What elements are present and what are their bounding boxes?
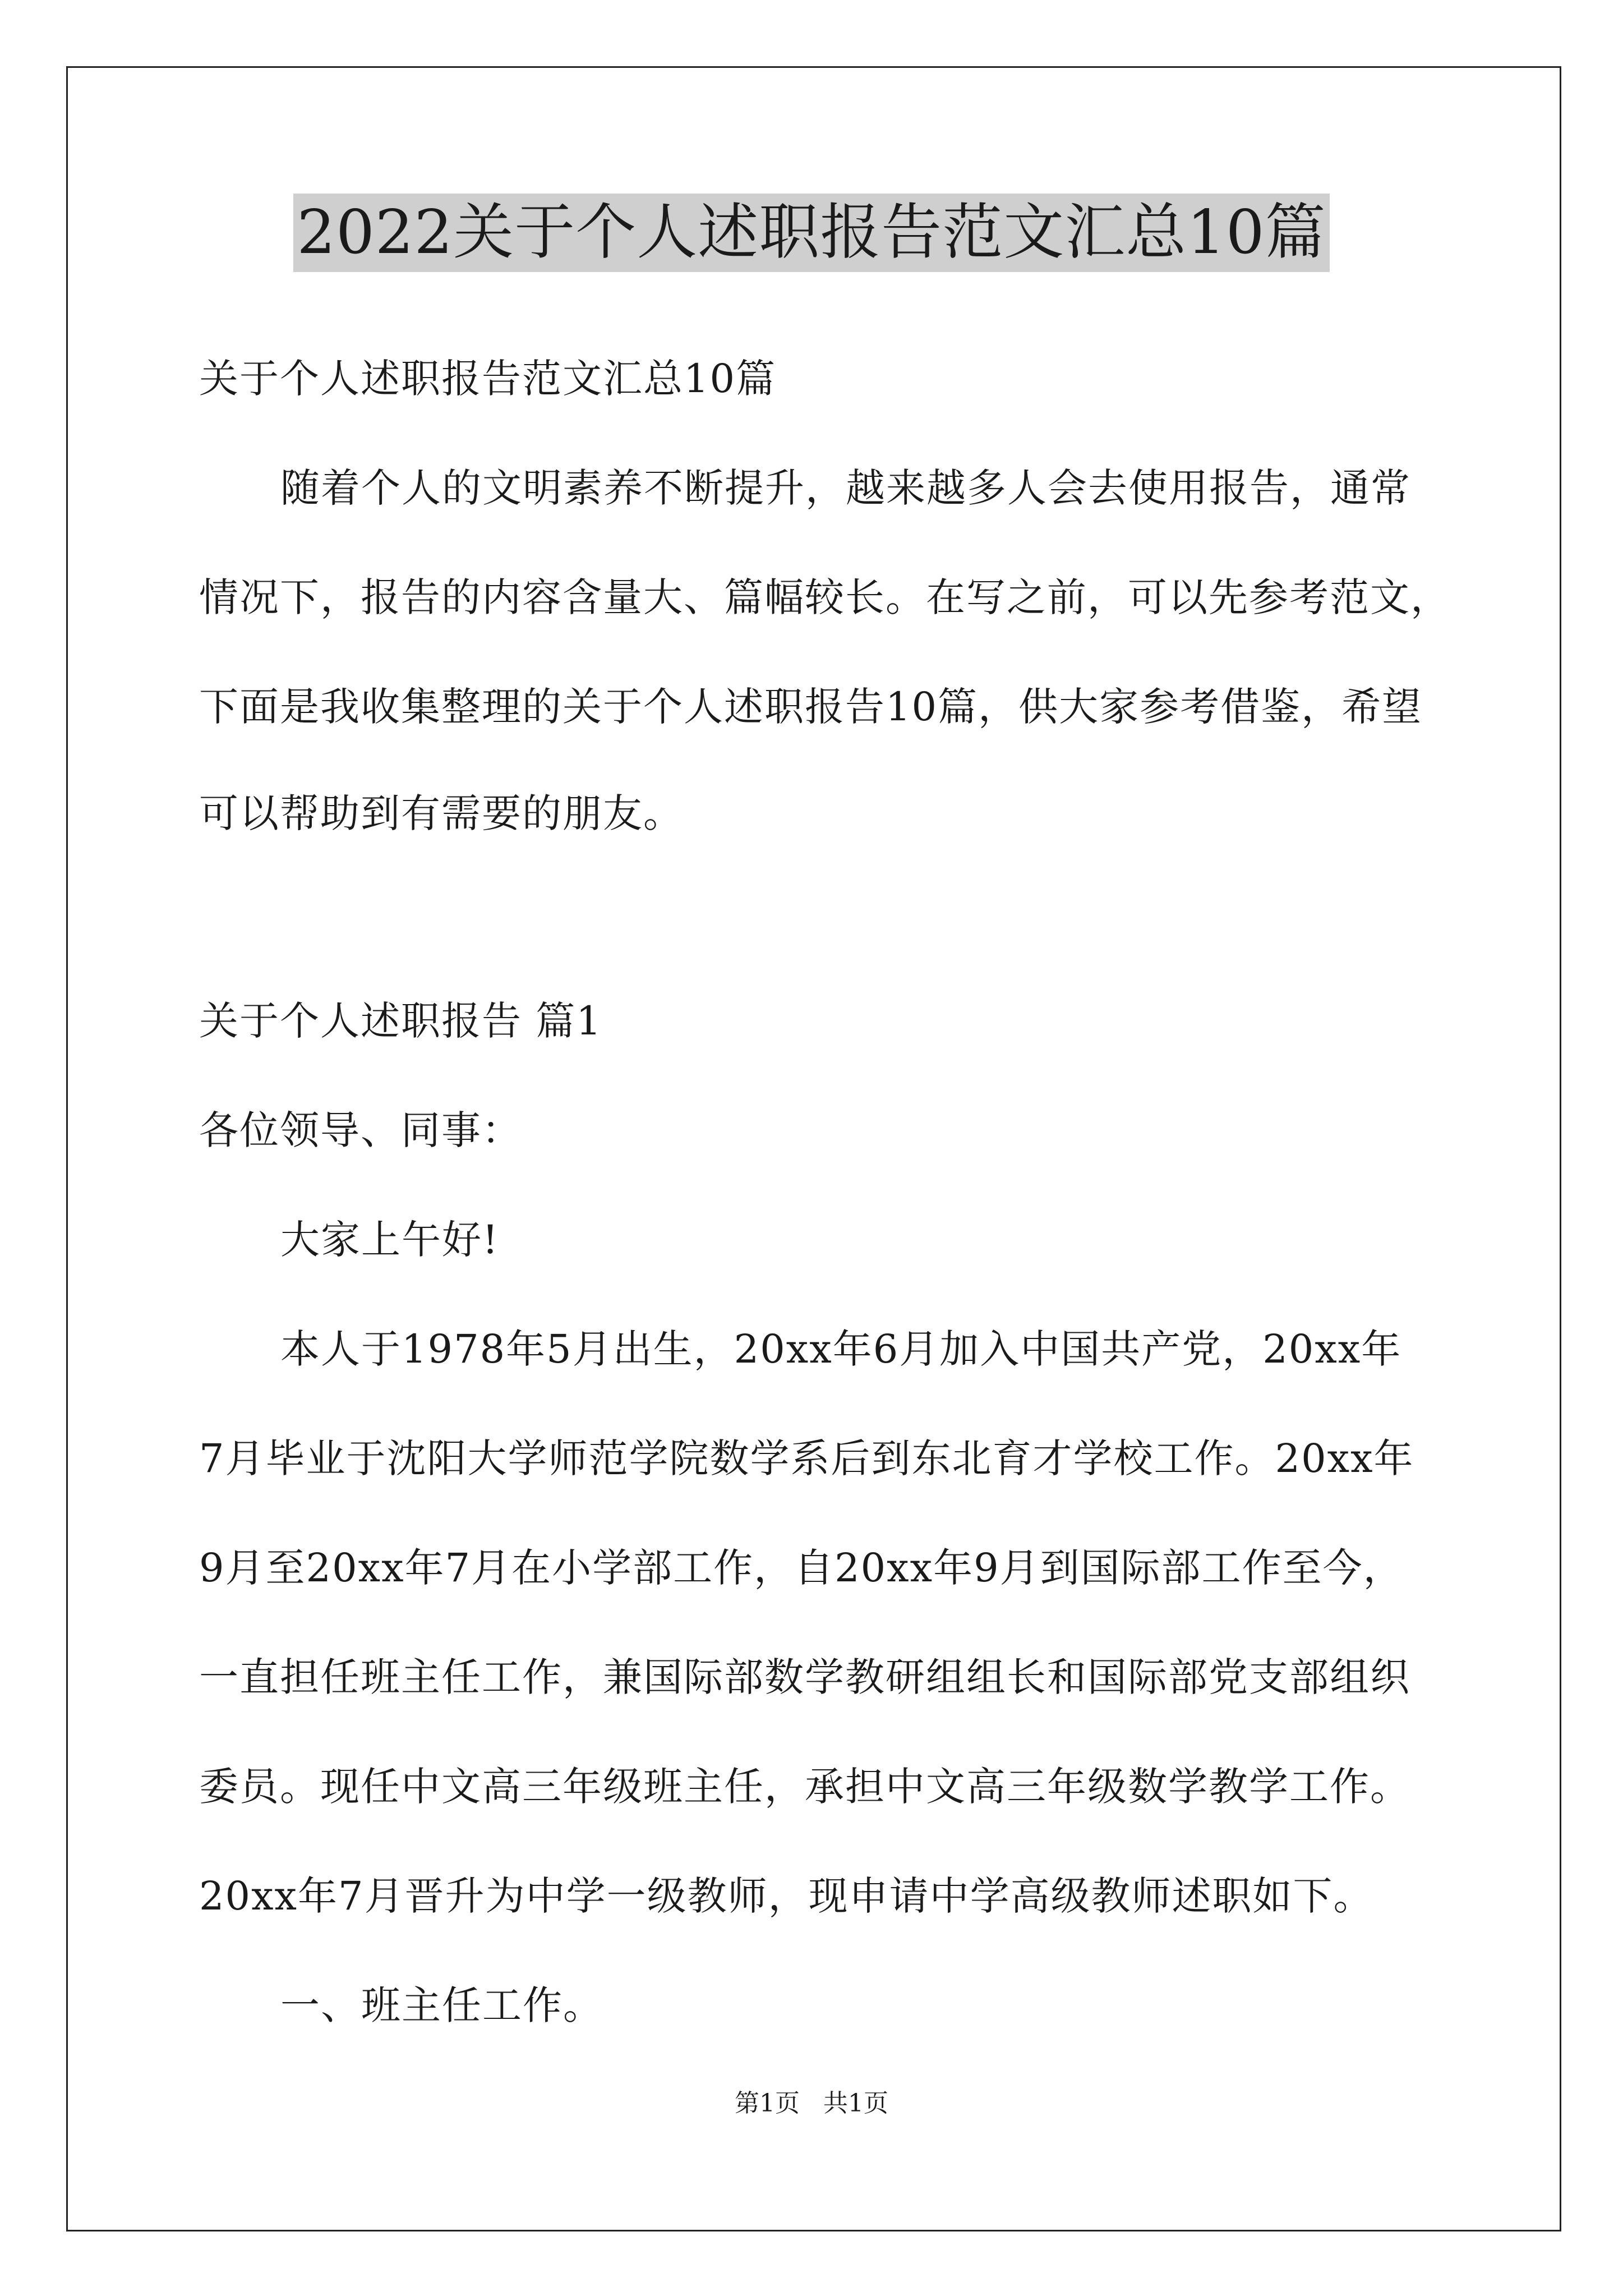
page-number-footer: 第1页 共1页 bbox=[735, 2089, 888, 2118]
greeting: 大家上午好! bbox=[280, 1217, 500, 1263]
intro-line: 下面是我收集整理的关于个人述职报告10篇，供大家参考借鉴，希望 bbox=[199, 684, 1423, 730]
body-line: 委员。现任中文高三年级班主任，承担中文高三年级数学教学工作。 bbox=[199, 1764, 1410, 1810]
subtitle: 关于个人述职报告范文汇总10篇 bbox=[199, 356, 777, 402]
body-line: 本人于1978年5月出生，20xx年6月加入中国共产党，20xx年 bbox=[280, 1326, 1402, 1372]
body-line: 20xx年7月晋升为中学一级教师，现申请中学高级教师述职如下。 bbox=[199, 1873, 1374, 1919]
document-title: 2022关于个人述职报告范文汇总10篇 bbox=[293, 194, 1329, 272]
intro-line: 可以帮助到有需要的朋友。 bbox=[199, 790, 684, 836]
intro-line: 情况下，报告的内容含量大、篇幅较长。在写之前，可以先参考范文， bbox=[199, 574, 1451, 620]
body-line: 9月至20xx年7月在小学部工作，自20xx年9月到国际部工作至今， bbox=[199, 1545, 1404, 1591]
intro-line: 随着个人的文明素养不断提升，越来越多人会去使用报告，通常 bbox=[280, 465, 1411, 511]
title-block bbox=[0, 194, 1623, 272]
body-line: 7月毕业于沈阳大学师范学院数学系后到东北育才学校工作。20xx年 bbox=[199, 1435, 1414, 1481]
salutation: 各位领导、同事： bbox=[199, 1107, 522, 1153]
body-line: 一直担任班主任工作，兼国际部数学教研组组长和国际部党支部组织 bbox=[199, 1654, 1410, 1700]
section-heading: 关于个人述职报告 篇1 bbox=[199, 998, 602, 1044]
point-heading: 一、班主任工作。 bbox=[280, 1982, 603, 2028]
